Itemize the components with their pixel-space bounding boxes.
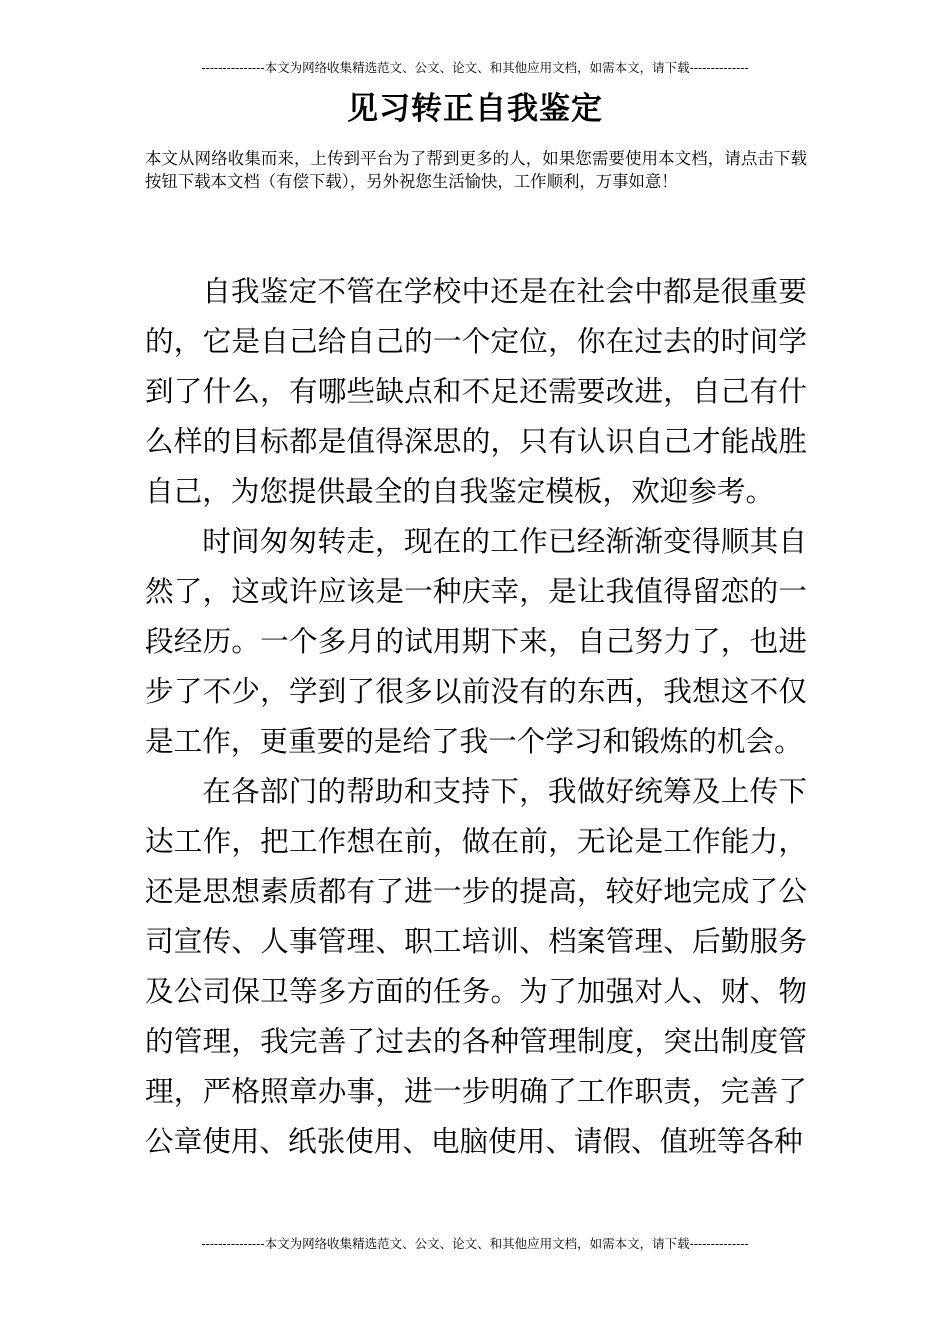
body-paragraph-3: 在各部门的帮助和支持下，我做好统筹及上传下达工作，把工作想在前，做在前，无论是工作能力，还是思想素质都有了进一步的提高，较好地完成了公司宣传、人事管理、职工培训、档案管理、后勤服务及公司保卫等多方面的任务。为了加强对人、财、物的管理，我完善了过去的各种管理制度，突出制度管理，严格照章办事，进一步明确了工作职责，完善了公章使用、纸张使用、电脑使用、请假、值班等各种 [145,774,807,1158]
document-title: 见习转正自我鉴定 [347,91,603,127]
body-paragraph-2: 时间匆匆转走，现在的工作已经渐渐变得顺其自然了，这或许应该是一种庆幸，是让我值得留恋的一段经历。一个多月的试用期下来，自己努力了，也进步了不少，学到了很多以前没有的东西，我想这不仅是工作，更重要的是给了我一个学习和锻炼的机会。 [145,524,807,758]
document-body [145,266,807,1166]
intro-notice: 本文从网络收集而来，上传到平台为了帮到更多的人，如果您需要使用本文档，请点击下载按钮下载本文档（有偿下载），另外祝您生活愉快，工作顺利，万事如意！ [145,149,807,191]
page-footer: ---------------本文为网络收集精选范文、公文、论文、和其他应用文档，如需本文，请下载-------------- [201,1236,749,1251]
body-paragraph-1: 自我鉴定不管在学校中还是在社会中都是很重要的，它是自己给自己的一个定位，你在过去的时间学到了什么，有哪些缺点和不足还需要改进，自己有什么样的目标都是值得深思的，只有认识自己才能战胜自己，为您提供最全的自我鉴定模板，欢迎参考。 [145,274,807,508]
page-header: ---------------本文为网络收集精选范文、公文、论文、和其他应用文档，如需本文，请下载-------------- [201,60,749,75]
